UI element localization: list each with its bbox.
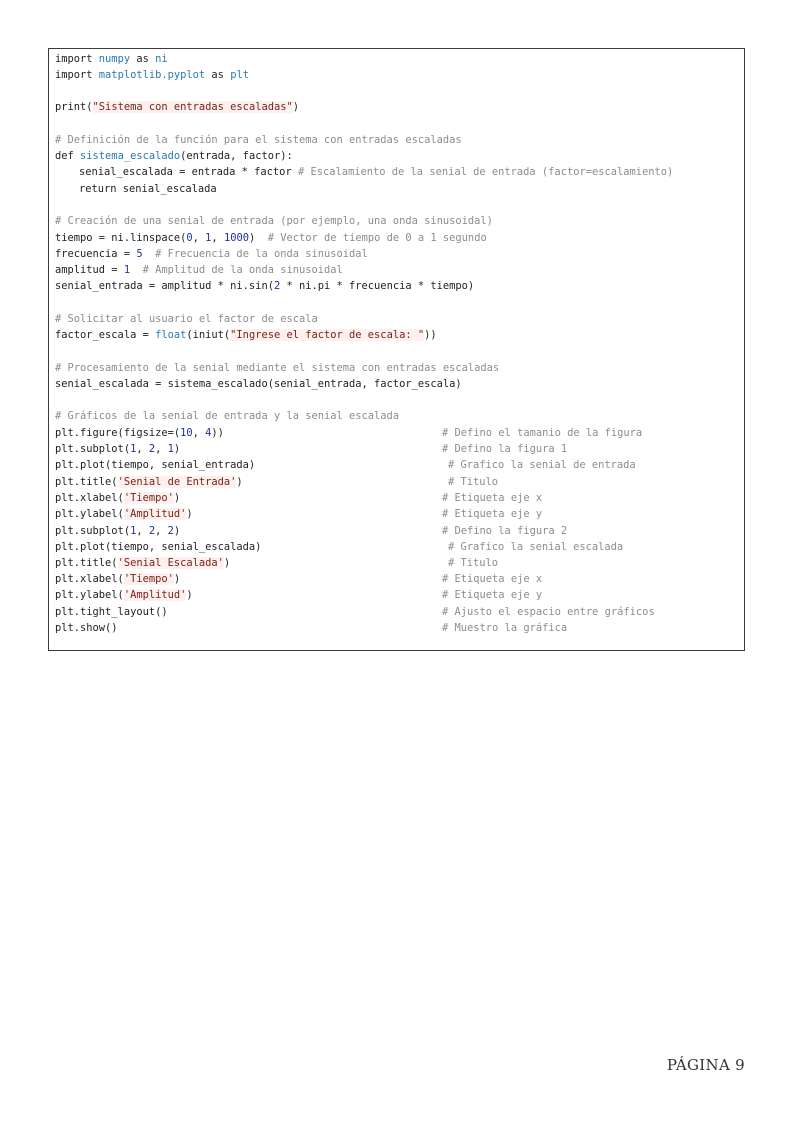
code-comment: # Titulo	[448, 557, 499, 569]
code-token: ))	[211, 427, 224, 439]
code-string: 'Amplitud'	[123, 589, 187, 601]
code-comment-line: # Procesamiento de la senial mediante el sistema con entradas escaladas	[55, 362, 500, 374]
code-comment: # Etiqueta eje x	[442, 573, 543, 585]
code-comment: # Etiqueta eje y	[442, 589, 543, 601]
code-string: 'Tiempo'	[123, 492, 174, 504]
code-token: tiempo = ni.linspace(	[55, 232, 187, 244]
code-string: 'Tiempo'	[123, 573, 174, 585]
code-token: plt.title(	[55, 476, 118, 488]
code-line-subplot-2	[55, 523, 180, 539]
code-line-ylabel-2	[55, 587, 193, 603]
code-number: 1	[123, 264, 131, 276]
code-line-frecuencia	[55, 246, 368, 262]
code-number: 2	[273, 280, 281, 292]
code-token: matplotlib.pyplot	[98, 69, 206, 81]
code-token: import	[55, 53, 99, 65]
page-number: PÁGINA 9	[666, 1056, 745, 1074]
code-token: ,	[211, 232, 224, 244]
code-token: plt.figure(figsize=(	[55, 427, 181, 439]
code-number: 1000	[223, 232, 249, 244]
code-token: senial_escalada = entrada * factor	[79, 166, 298, 178]
code-comment: # Titulo	[448, 476, 499, 488]
code-number: 2	[148, 443, 156, 455]
code-token: (iniut(	[186, 329, 231, 341]
code-number: 1	[167, 443, 174, 455]
code-token: plt.xlabel(	[55, 492, 124, 504]
code-token: numpy	[98, 53, 131, 65]
code-line-tight-layout: plt.tight_layout()	[55, 606, 168, 618]
code-token: ,	[155, 443, 168, 455]
code-number: 10	[180, 427, 193, 439]
code-number: 2	[167, 525, 174, 537]
code-token: )	[173, 525, 181, 537]
code-line-scale	[79, 164, 673, 180]
code-comment: # Frecuencia de la onda sinusoidal	[155, 248, 368, 260]
code-comment: # Grafico la senial escalada	[448, 541, 624, 553]
code-token: as	[205, 69, 231, 81]
code-number: 5	[136, 248, 143, 260]
code-token	[143, 248, 156, 260]
code-line-return: return senial_escalada	[79, 183, 217, 195]
code-token: import	[55, 69, 99, 81]
code-number: 0	[186, 232, 193, 244]
code-line-xlabel-2	[55, 571, 180, 587]
code-token: plt.ylabel(	[55, 589, 124, 601]
code-token	[130, 264, 143, 276]
code-function-name: sistema_escalado	[80, 150, 181, 162]
code-token: * ni.pi * frecuencia * tiempo)	[280, 280, 475, 292]
code-token: )	[173, 492, 181, 504]
code-line-subplot-1	[55, 441, 180, 457]
code-line-import-numpy	[55, 51, 168, 67]
code-token: amplitud =	[55, 264, 124, 276]
code-line-print	[55, 99, 299, 115]
code-token: ,	[192, 232, 206, 244]
code-number: 4	[205, 427, 212, 439]
code-line-figure	[55, 425, 224, 441]
code-line-import-matplotlib	[55, 67, 249, 83]
code-line-xlabel-1	[55, 490, 180, 506]
code-comment: # Grafico la senial de entrada	[448, 459, 636, 471]
code-token: )	[186, 589, 193, 601]
code-token: ,	[155, 525, 168, 537]
code-comment: # Ajusto el espacio entre gráficos	[442, 606, 655, 618]
code-line-ylabel-1	[55, 506, 193, 522]
code-token: )	[236, 476, 243, 488]
code-token: ))	[424, 329, 437, 341]
code-string: "Sistema con entradas escaladas"	[92, 101, 293, 113]
code-token: def	[55, 150, 81, 162]
code-number: 2	[148, 525, 156, 537]
code-line-title-escalada	[55, 555, 230, 571]
code-token: ni	[155, 53, 168, 65]
code-token: )	[292, 101, 299, 113]
code-token: ,	[136, 443, 149, 455]
code-number: 1	[130, 525, 137, 537]
code-comment: # Defino el tamanio de la figura	[442, 427, 643, 439]
code-line-factor-escala	[55, 327, 437, 343]
code-string: 'Senial Escalada'	[117, 557, 224, 569]
code-token: plt.xlabel(	[55, 573, 124, 585]
code-token: senial_entrada = amplitud * ni.sin(	[55, 280, 274, 292]
code-line-plot-escalada: plt.plot(tiempo, senial_escalada)	[55, 541, 262, 553]
code-comment-line: # Definición de la función para el sistema con entradas escaladas	[55, 134, 462, 146]
code-line-def	[55, 148, 293, 164]
code-line-amplitud	[55, 262, 343, 278]
code-string: "Ingrese el factor de escala: "	[230, 329, 425, 341]
code-comment: # Amplitud de la onda sinusoidal	[142, 264, 343, 276]
code-token: frecuencia =	[55, 248, 137, 260]
code-number: 1	[205, 232, 212, 244]
code-token: plt.subplot(	[55, 443, 131, 455]
code-token: )	[248, 232, 268, 244]
code-token: print(	[55, 101, 93, 113]
code-line-senial-entrada	[55, 278, 474, 294]
code-comment: # Muestro la gráfica	[442, 622, 568, 634]
code-line-show: plt.show()	[55, 622, 118, 634]
code-token: )	[173, 573, 181, 585]
code-comment: # Defino la figura 2	[442, 525, 568, 537]
code-comment: # Defino la figura 1	[442, 443, 568, 455]
code-token: )	[173, 443, 181, 455]
code-token: )	[186, 508, 193, 520]
code-string: 'Amplitud'	[123, 508, 187, 520]
code-token: ,	[192, 427, 206, 439]
code-line-title-entrada	[55, 474, 243, 490]
code-token: (entrada, factor):	[180, 150, 293, 162]
code-comment-line: # Solicitar al usuario el factor de escala	[55, 313, 318, 325]
code-string: 'Senial de Entrada'	[117, 476, 237, 488]
code-token: ,	[136, 525, 149, 537]
code-token: plt.ylabel(	[55, 508, 124, 520]
code-comment: # Etiqueta eje y	[442, 508, 543, 520]
code-token: factor_escala =	[55, 329, 156, 341]
code-number: 1	[130, 443, 137, 455]
code-token: )	[223, 557, 231, 569]
code-comment: # Etiqueta eje x	[442, 492, 543, 504]
code-line-plot-entrada: plt.plot(tiempo, senial_entrada)	[55, 459, 256, 471]
code-token: plt.subplot(	[55, 525, 131, 537]
code-comment-line: # Creación de una senial de entrada (por ejemplo, una onda sinusoidal)	[55, 215, 493, 227]
code-comment: # Vector de tiempo de 0 a 1 segundo	[267, 232, 487, 244]
code-line-tiempo	[55, 230, 487, 246]
code-line-procesamiento: senial_escalada = sistema_escalado(senial_entrada, factor_escala)	[55, 378, 462, 390]
code-token: plt.title(	[55, 557, 118, 569]
code-token: as	[130, 53, 156, 65]
code-builtin: float	[155, 329, 187, 341]
code-comment: # Escalamiento de la senial de entrada (factor=escalamiento)	[297, 166, 674, 178]
code-token: plt	[230, 69, 249, 81]
code-comment-line: # Gráficos de la senial de entrada y la senial escalada	[55, 410, 400, 422]
